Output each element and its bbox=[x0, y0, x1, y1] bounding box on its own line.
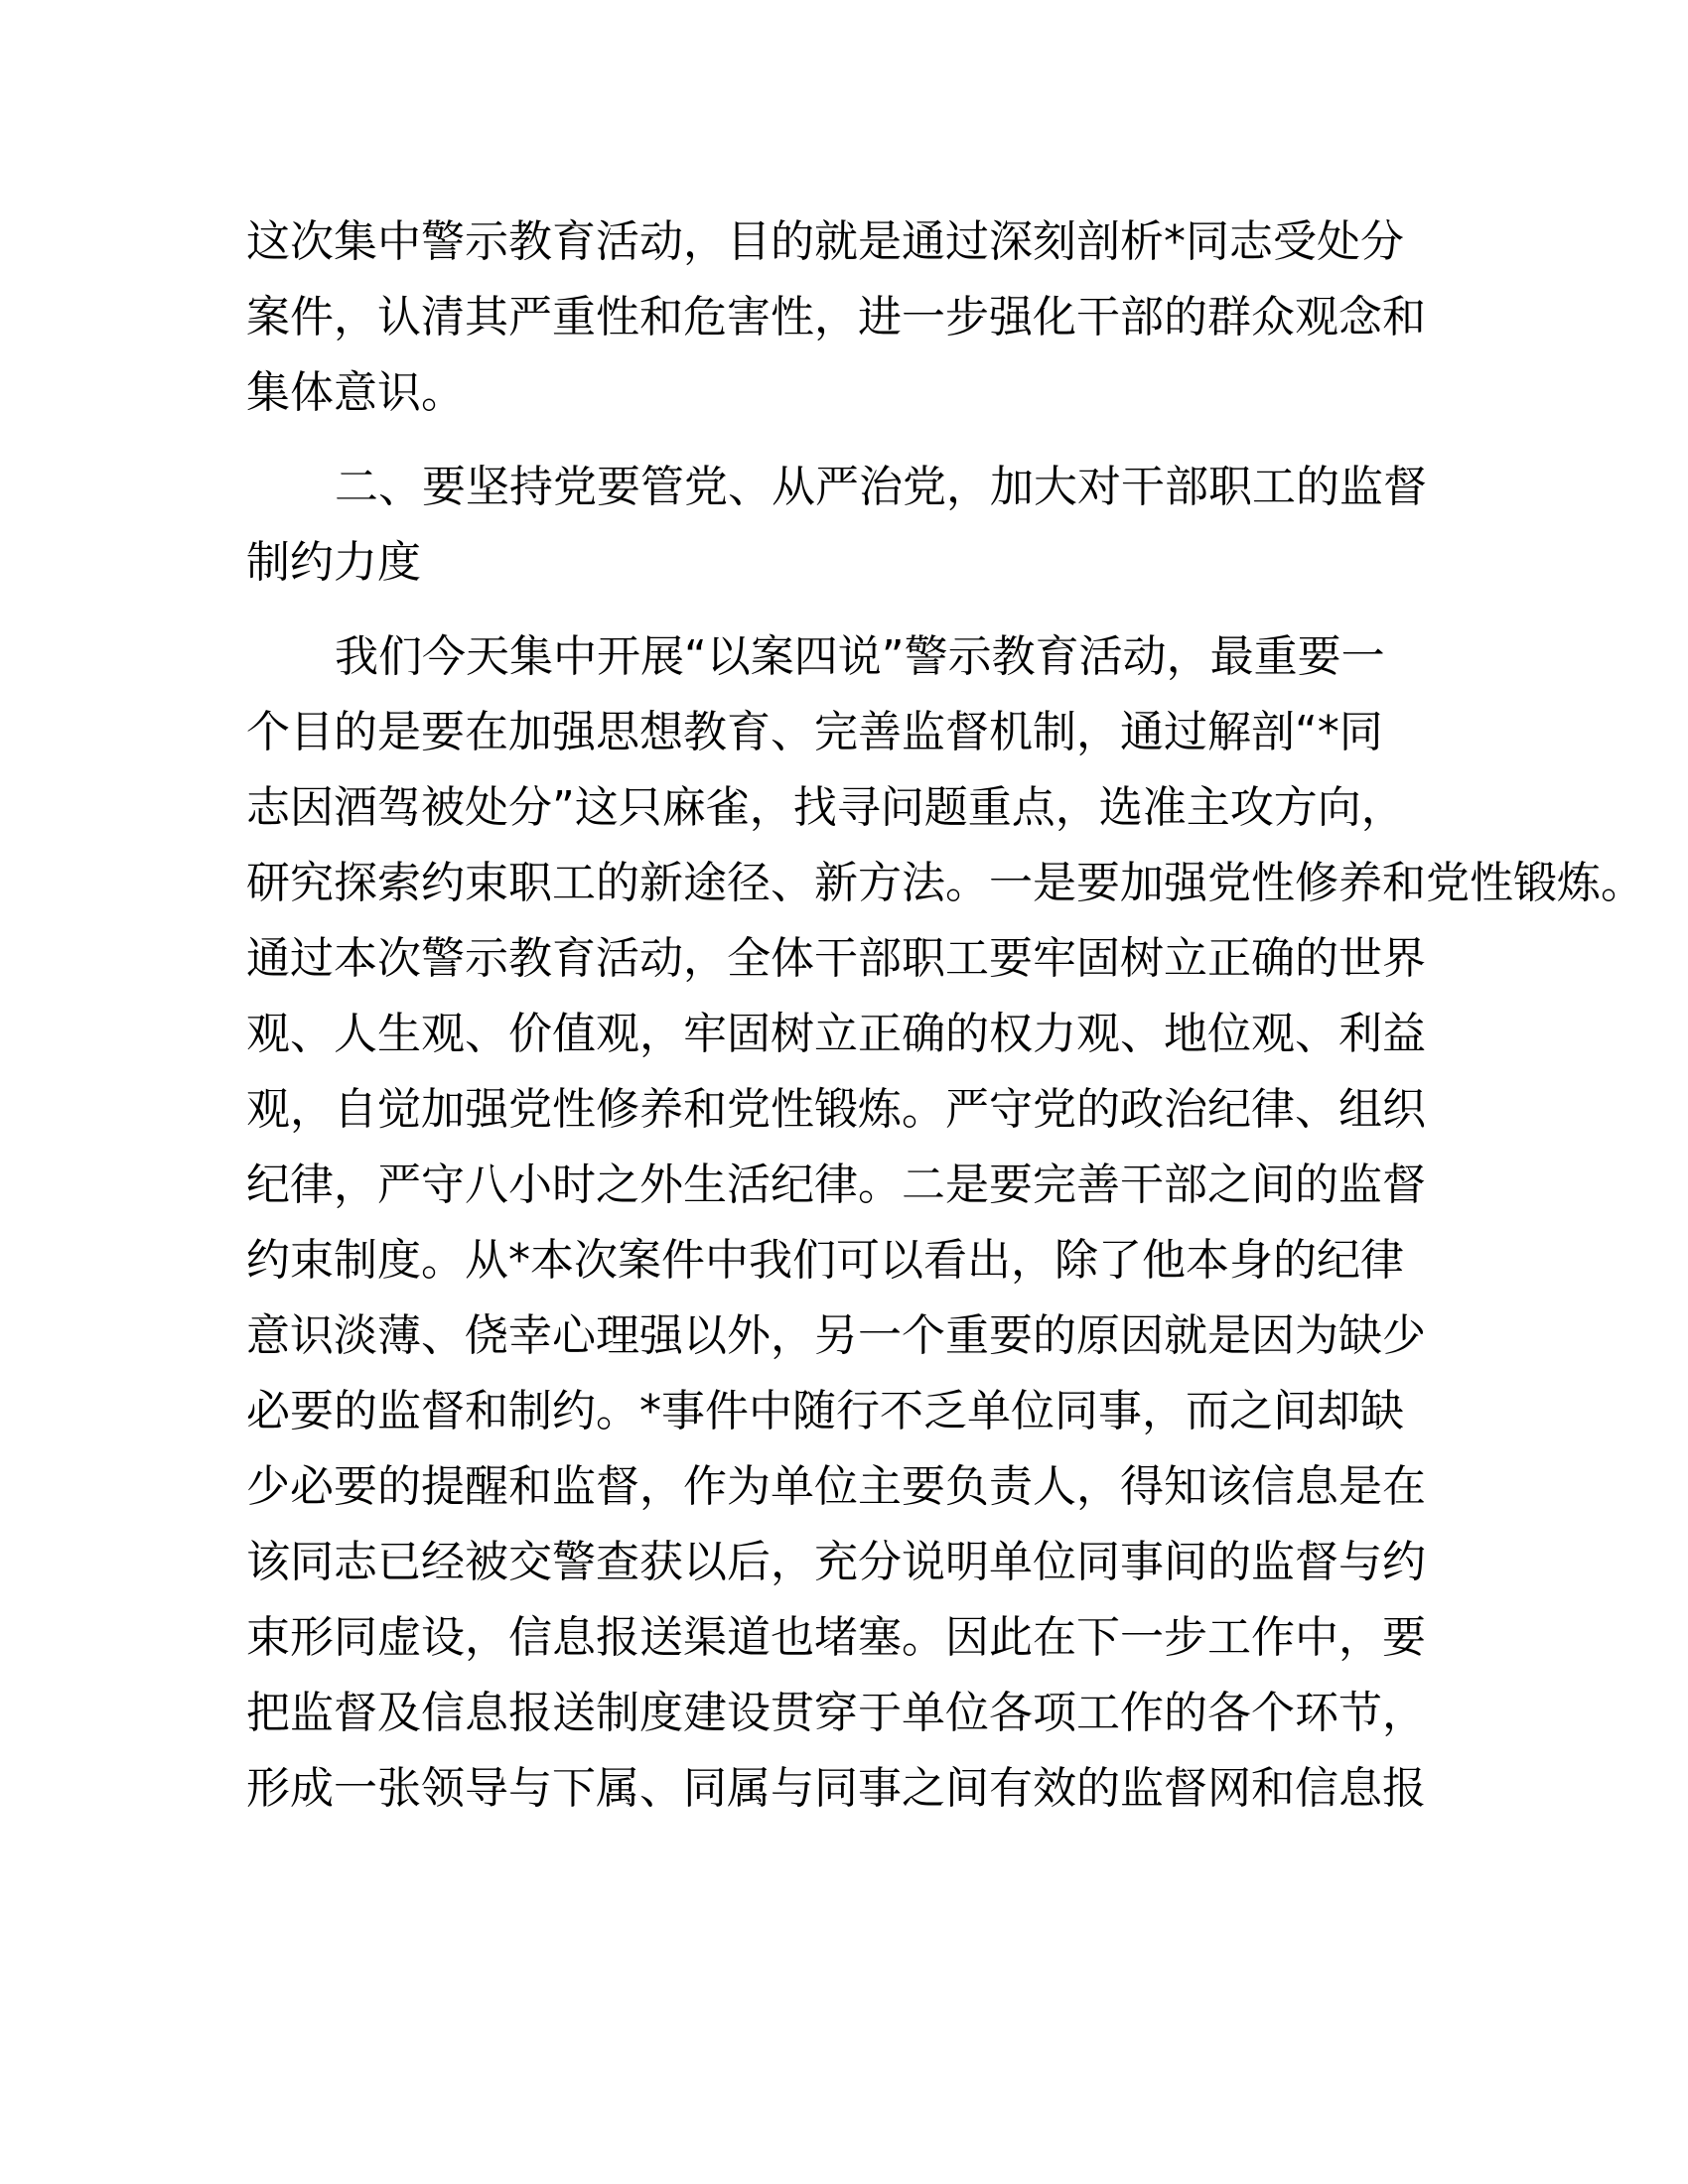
paragraph-2-line-3: 志因酒驾被处分”这只麻雀，找寻问题重点，选准主攻方向， bbox=[246, 782, 1405, 833]
paragraph-2-line-4: 研究探索约束职工的新途径、新方法。一是要加强党性修养和党性锻炼。 bbox=[246, 858, 1644, 908]
paragraph-2-line-13: 该同志已经被交警查获以后，充分说明单位同事间的监督与约 bbox=[246, 1537, 1426, 1587]
section-heading-line-1: 二、要坚持党要管党、从严治党，加大对干部职工的监督 bbox=[335, 462, 1427, 512]
paragraph-1-line-2: 案件，认清其严重性和危害性，进一步强化干部的群众观念和 bbox=[246, 292, 1426, 342]
paragraph-2-line-12: 少必要的提醒和监督，作为单位主要负责人，得知该信息是在 bbox=[246, 1461, 1426, 1512]
section-heading-line-2: 制约力度 bbox=[246, 537, 421, 588]
paragraph-1-line-1: 这次集中警示教育活动，目的就是通过深刻剖析*同志受处分 bbox=[246, 216, 1404, 267]
paragraph-2-line-16: 形成一张领导与下属、同属与同事之间有效的监督网和信息报 bbox=[246, 1763, 1426, 1814]
paragraph-2-line-11: 必要的监督和制约。*事件中随行不乏单位同事，而之间却缺 bbox=[246, 1386, 1404, 1436]
paragraph-2-line-6: 观、人生观、价值观，牢固树立正确的权力观、地位观、利益 bbox=[246, 1009, 1426, 1059]
paragraph-2-line-8: 纪律，严守八小时之外生活纪律。二是要完善干部之间的监督 bbox=[246, 1160, 1426, 1210]
paragraph-2-line-14: 束形同虚设，信息报送渠道也堵塞。因此在下一步工作中，要 bbox=[246, 1612, 1426, 1663]
paragraph-2-line-9: 约束制度。从*本次案件中我们可以看出，除了他本身的纪律 bbox=[246, 1235, 1404, 1286]
paragraph-2-line-10: 意识淡薄、侥幸心理强以外，另一个重要的原因就是因为缺少 bbox=[246, 1310, 1426, 1361]
paragraph-2-line-2: 个目的是要在加强思想教育、完善监督机制，通过解剖“*同 bbox=[246, 707, 1383, 757]
paragraph-2-line-15: 把监督及信息报送制度建设贯穿于单位各项工作的各个环节， bbox=[246, 1688, 1426, 1738]
paragraph-1-line-3: 集体意识。 bbox=[246, 367, 465, 418]
paragraph-2-line-7: 观，自觉加强党性修养和党性锻炼。严守党的政治纪律、组织 bbox=[246, 1084, 1426, 1135]
paragraph-2-line-5: 通过本次警示教育活动，全体干部职工要牢固树立正确的世界 bbox=[246, 933, 1426, 984]
paragraph-2-line-1: 我们今天集中开展“以案四说”警示教育活动，最重要一 bbox=[335, 631, 1385, 682]
